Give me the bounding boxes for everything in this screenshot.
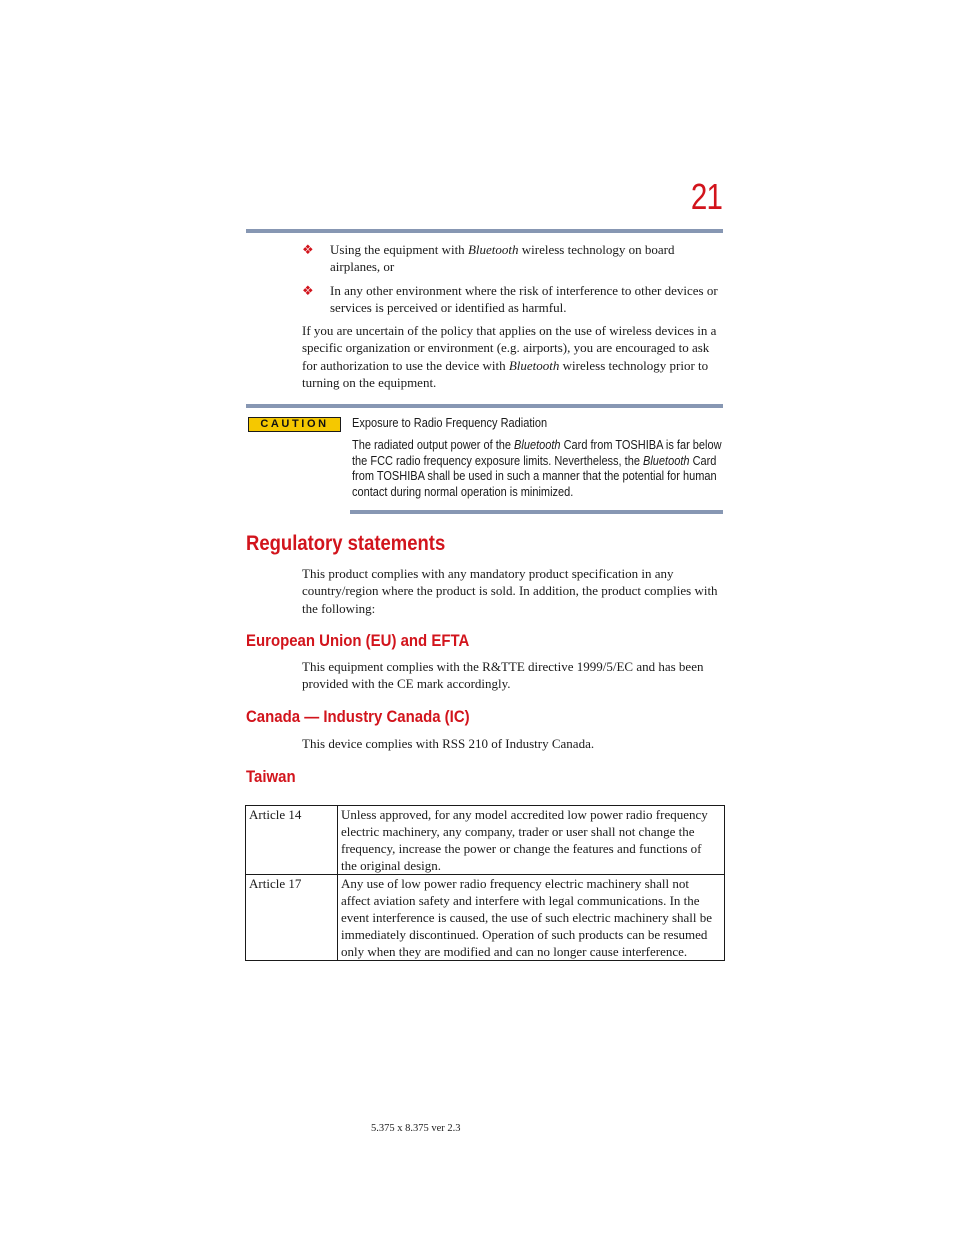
caution-top-rule — [246, 404, 723, 408]
top-rule — [246, 229, 723, 233]
article-cell: Article 17 — [246, 875, 338, 961]
bullet-text-italic: Bluetooth — [467, 242, 519, 257]
caution-text-italic: Bluetooth — [643, 453, 690, 468]
regulatory-intro: This product complies with any mandatory product specification in any country/region where the product is sold. In addition, the product complies with the following: — [302, 566, 718, 616]
caution-text-italic: Bluetooth — [514, 438, 561, 452]
caution-bottom-rule — [350, 510, 723, 514]
policy-text: If you are uncertain of the policy that applies on the use of wireless devices in a specific organization or environment (e.g. airports), you are encouraged to ask for authorization to use the device with — [302, 323, 717, 373]
caution-body — [352, 438, 722, 500]
article-text-cell: Any use of low power radio frequency electric machinery shall not affect aviation safety and interfere with legal communications. In the event interference is caused, the use of such electric machinery shall be immediately discontinued. Operation of such products can be resumed only when they are modified and can no longer cause interference. — [338, 875, 725, 961]
table-row — [246, 875, 725, 961]
article-text-cell: Unless approved, for any model accredited low power radio frequency electric machinery, any company, trader or user shall not change the frequency, increase the power or change the features and functions of the original design. — [338, 806, 725, 875]
diamond-bullet-icon: ❖ — [302, 242, 314, 257]
caution-text: Card from TOSHIBA shall be used in such a manner that the potential for human contact during normal operation is minimized. — [352, 453, 717, 499]
policy-paragraph — [302, 322, 724, 391]
taiwan-table — [245, 805, 725, 961]
policy-text: wireless technology prior to turning on the equipment. — [302, 357, 709, 390]
taiwan-heading: Taiwan — [246, 767, 296, 786]
bullet-list — [302, 241, 722, 323]
caution-title: Exposure to Radio Frequency Radiation — [352, 416, 548, 430]
canada-heading: Canada — Industry Canada (IC) — [246, 707, 470, 726]
bullet-text: wireless technology on board airplanes, or — [330, 242, 675, 274]
bullet-text: In any other environment where the risk of interference to other devices or services is perceived or identified as harmful. — [330, 283, 718, 315]
table-row — [246, 806, 725, 875]
article-cell: Article 14 — [246, 806, 338, 875]
canada-text: This device complies with RSS 210 of Industry Canada. — [302, 736, 595, 751]
caution-text: The radiated output power of the — [352, 438, 515, 452]
eu-heading: European Union (EU) and EFTA — [246, 631, 470, 650]
caution-badge: CAUTION — [248, 417, 341, 432]
list-item — [302, 241, 722, 275]
bullet-text: Using the equipment with — [330, 242, 468, 257]
regulatory-heading: Regulatory statements — [246, 532, 446, 555]
page-number: 21 — [690, 176, 722, 217]
eu-text: This equipment complies with the R&TTE directive 1999/5/EC and has been provided with the CE mark accordingly. — [302, 659, 704, 692]
caution-text: Card from TOSHIBA is far below the FCC radio frequency exposure limits. Nevertheless, the — [352, 438, 722, 468]
list-item — [302, 282, 722, 316]
policy-text-italic: Bluetooth — [508, 357, 560, 373]
footer-note: 5.375 x 8.375 ver 2.3 — [371, 1123, 461, 1134]
diamond-bullet-icon: ❖ — [302, 283, 314, 298]
